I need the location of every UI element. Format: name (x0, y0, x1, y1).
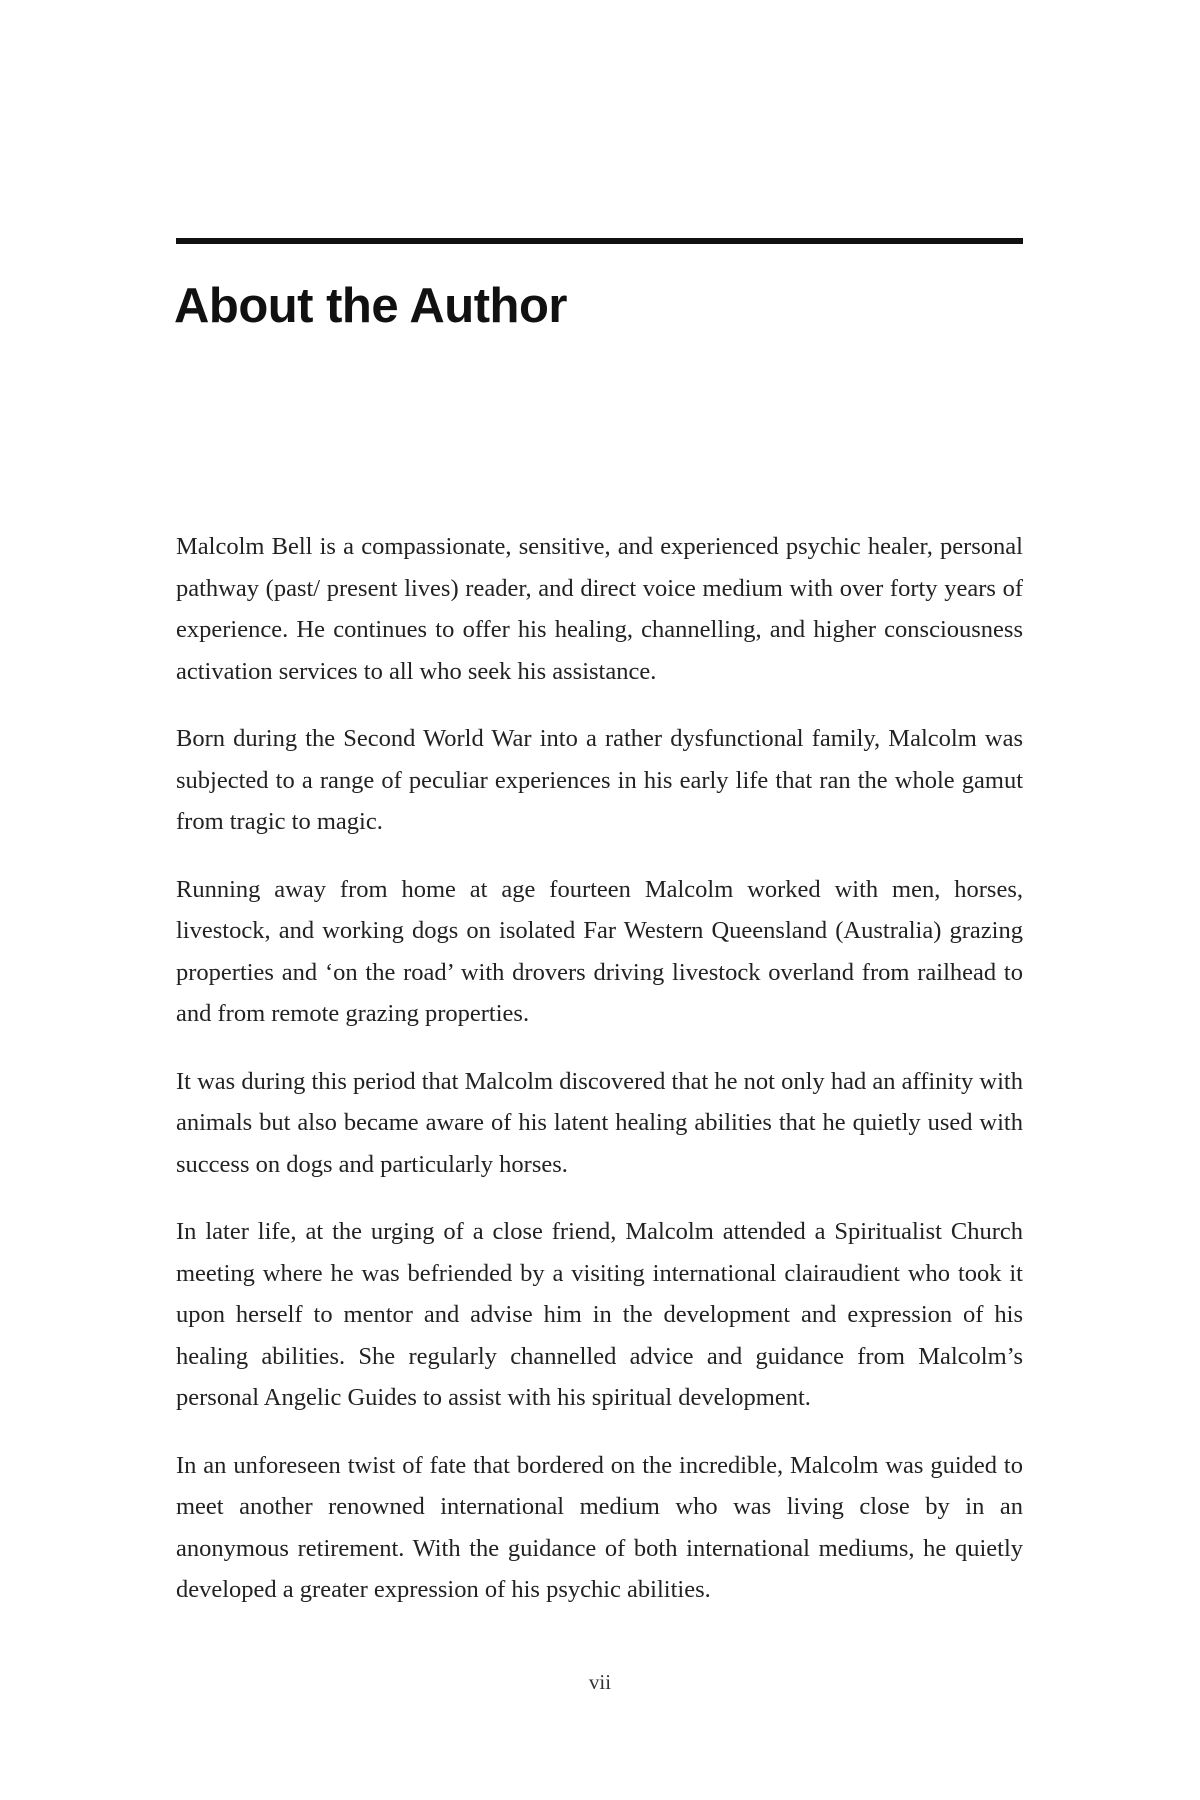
paragraph-1: Malcolm Bell is a compassionate, sensitive, and experienced psychic healer, personal pathway (past/ present lives) reader, and direct voice medium with over forty years of experience. He continues to offer his healing, channelling, and higher consciousness activation services to all who seek his assistance. (176, 533, 1023, 685)
paragraph-2: Born during the Second World War into a rather dysfunctional family, Malcolm was subjected to a range of peculiar experiences in his early life that ran the whole gamut from tragic to magic. (176, 725, 1023, 835)
page-number: vii (588, 1670, 612, 1694)
body-text (176, 526, 1023, 1637)
paragraph-4: It was during this period that Malcolm discovered that he not only had an affinity with animals but also became aware of his latent healing abilities that he quietly used with success on dogs and particularly horses. (176, 1067, 1023, 1178)
paragraph-3: Running away from home at age fourteen Malcolm worked with men, horses, livestock, and working dogs on isolated Far Western Queensland (Australia) grazing properties and ‘on the road’ with drovers driving livestock overland from railhead to and from remote grazing properties. (176, 875, 1023, 1027)
heading-rule (176, 238, 1023, 244)
page-title: About the Author (174, 279, 567, 333)
paragraph-6: In an unforeseen twist of fate that bordered on the incredible, Malcolm was guided to meet another renowned international medium who was living close by in an anonymous retirement. With the guidance of both international mediums, he quietly developed a greater expression of his psychic abilities. (176, 1451, 1023, 1603)
paragraph-5: In later life, at the urging of a close friend, Malcolm attended a Spiritualist Church meeting where he was befriended by a visiting international clairaudient who took it upon herself to mentor and advise him in the development and expression of his healing abilities. She regularly channelled advice and guidance from Malcolm’s personal Angelic Guides to assist with his spiritual development. (176, 1218, 1023, 1411)
